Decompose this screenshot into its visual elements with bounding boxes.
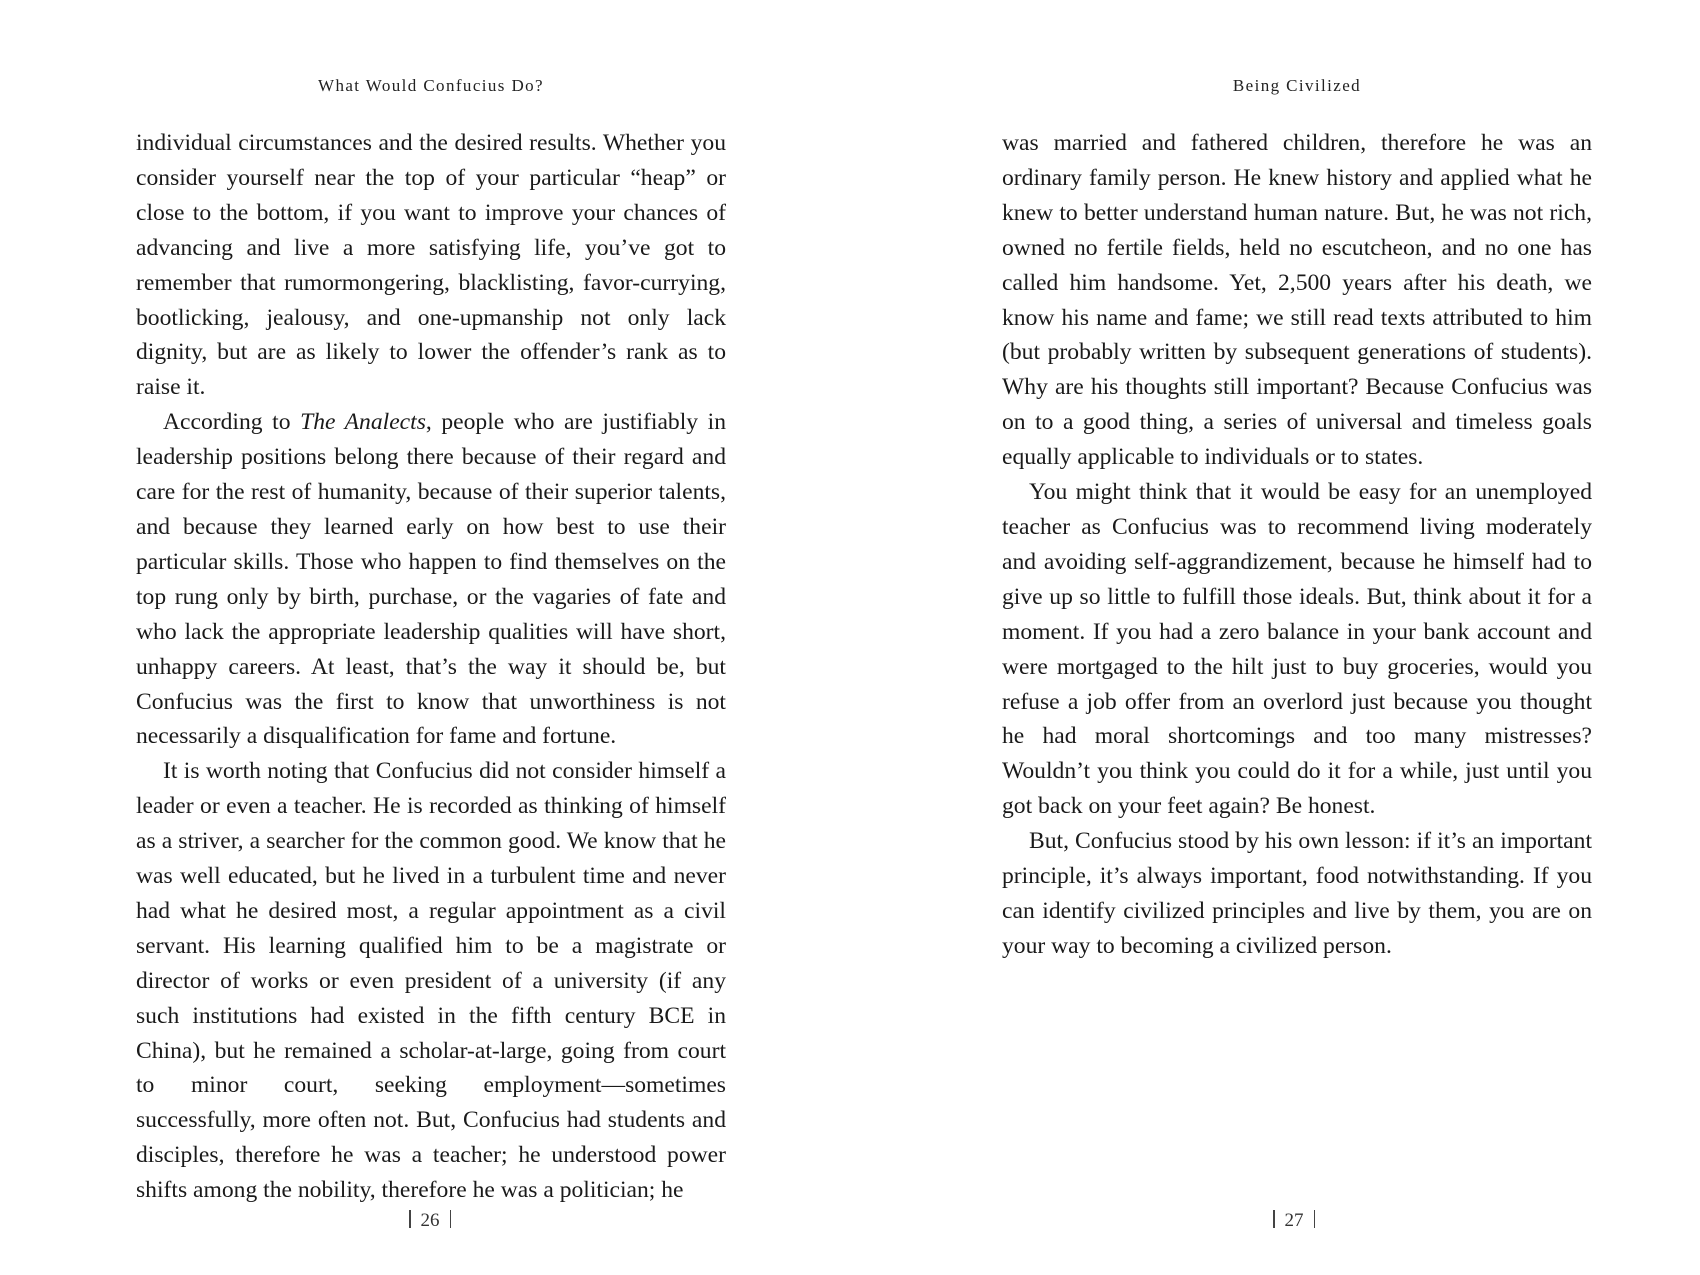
folio-bar <box>1273 1210 1274 1228</box>
paragraph: But, Confucius stood by his own lesson: if it’s an important principle, it’s always important, food notwithstanding. If you can identify civilized principles and live by them, you are on your way to becoming a civilized person. <box>1002 828 1592 959</box>
text-run: According to <box>163 409 301 436</box>
paragraph <box>136 405 726 754</box>
paragraph: individual circumstances and the desired results. Whether you consider yourself near the top of your particular “heap” or close to the bottom, if you want to improve your chances of advancing and live a more satisfying life, you’ve got to remember that rumormongering, blacklisting, favor-currying, bootlicking, jealousy, and one-upmanship not only lack dignity, but are as likely to lower the offender’s rank as to raise it. <box>136 130 726 401</box>
folio-bar <box>409 1210 410 1228</box>
page-number-right <box>1234 1210 1354 1232</box>
running-head-left: What Would Confucius Do? <box>318 76 544 95</box>
page-number: 26 <box>420 1210 440 1231</box>
running-head-right: Being Civilized <box>1232 76 1362 95</box>
body-text-left <box>136 126 726 1208</box>
folio-bar <box>450 1210 451 1228</box>
paragraph: was married and fathered children, therefore he was an ordinary family person. He knew history and applied what he knew to better understand human nature. But, he was not rich, owned no fertile fields, held no escutcheon, and no one has called him handsome. Yet, 2,500 years after his death, we know his name and fame; we still read texts attributed to him (but probably written by subsequent generations of students). Why are his thoughts still important? Because Confucius was on to a good thing, a series of universal and timeless goals equally applicable to individuals or to states. <box>1002 130 1592 471</box>
page-number-left <box>370 1210 490 1232</box>
page-number: 27 <box>1284 1210 1304 1231</box>
folio-bar <box>1314 1210 1315 1228</box>
right-page <box>850 0 1700 1275</box>
paragraph: You might think that it would be easy for an unemployed teacher as Confucius was to recommend living moderately and avoiding self-aggrandizement, because he himself had to give up so little to fulfill those ideals. But, think about it for a moment. If you had a zero balance in your bank account and were mortgaged to the hilt just to buy groceries, would you refuse a job offer from an overlord just because you thought he had moral shortcomings and too many mistresses? Wouldn’t you think you could do it for a while, just until you got back on your feet again? Be honest. <box>1002 479 1592 820</box>
book-title: The Analects <box>300 409 426 436</box>
text-run: , people who are justifiably in leadership positions belong there because of their regard and care for the rest of humanity, because of their superior talents, and because they learned early on how best to use their particular skills. Those who happen to find themselves on the top rung only by birth, purchase, or the vagaries of fate and who lack the appropriate leadership qualities will have short, unhappy careers. At least, that’s the way it should be, but Confucius was the first to know that unworthiness is not necessarily a disqualification for fame and fortune. <box>136 409 726 750</box>
paragraph: It is worth noting that Confucius did not consider himself a leader or even a teacher. He is recorded as thinking of himself as a striver, a searcher for the common good. We know that he was well educated, but he lived in a turbulent time and never had what he desired most, a regular appointment as a civil servant. His learning qualified him to be a magistrate or director of works or even president of a university (if any such institutions had existed in the fifth century BCE in China), but he remained a scholar-at-large, going from court to minor court, seeking employment—sometimes successfully, more often not. But, Confucius had students and disciples, therefore he was a teacher; he understood power shifts among the nobility, therefore he was a politician; he <box>136 758 726 1204</box>
body-text-right <box>1002 126 1592 964</box>
